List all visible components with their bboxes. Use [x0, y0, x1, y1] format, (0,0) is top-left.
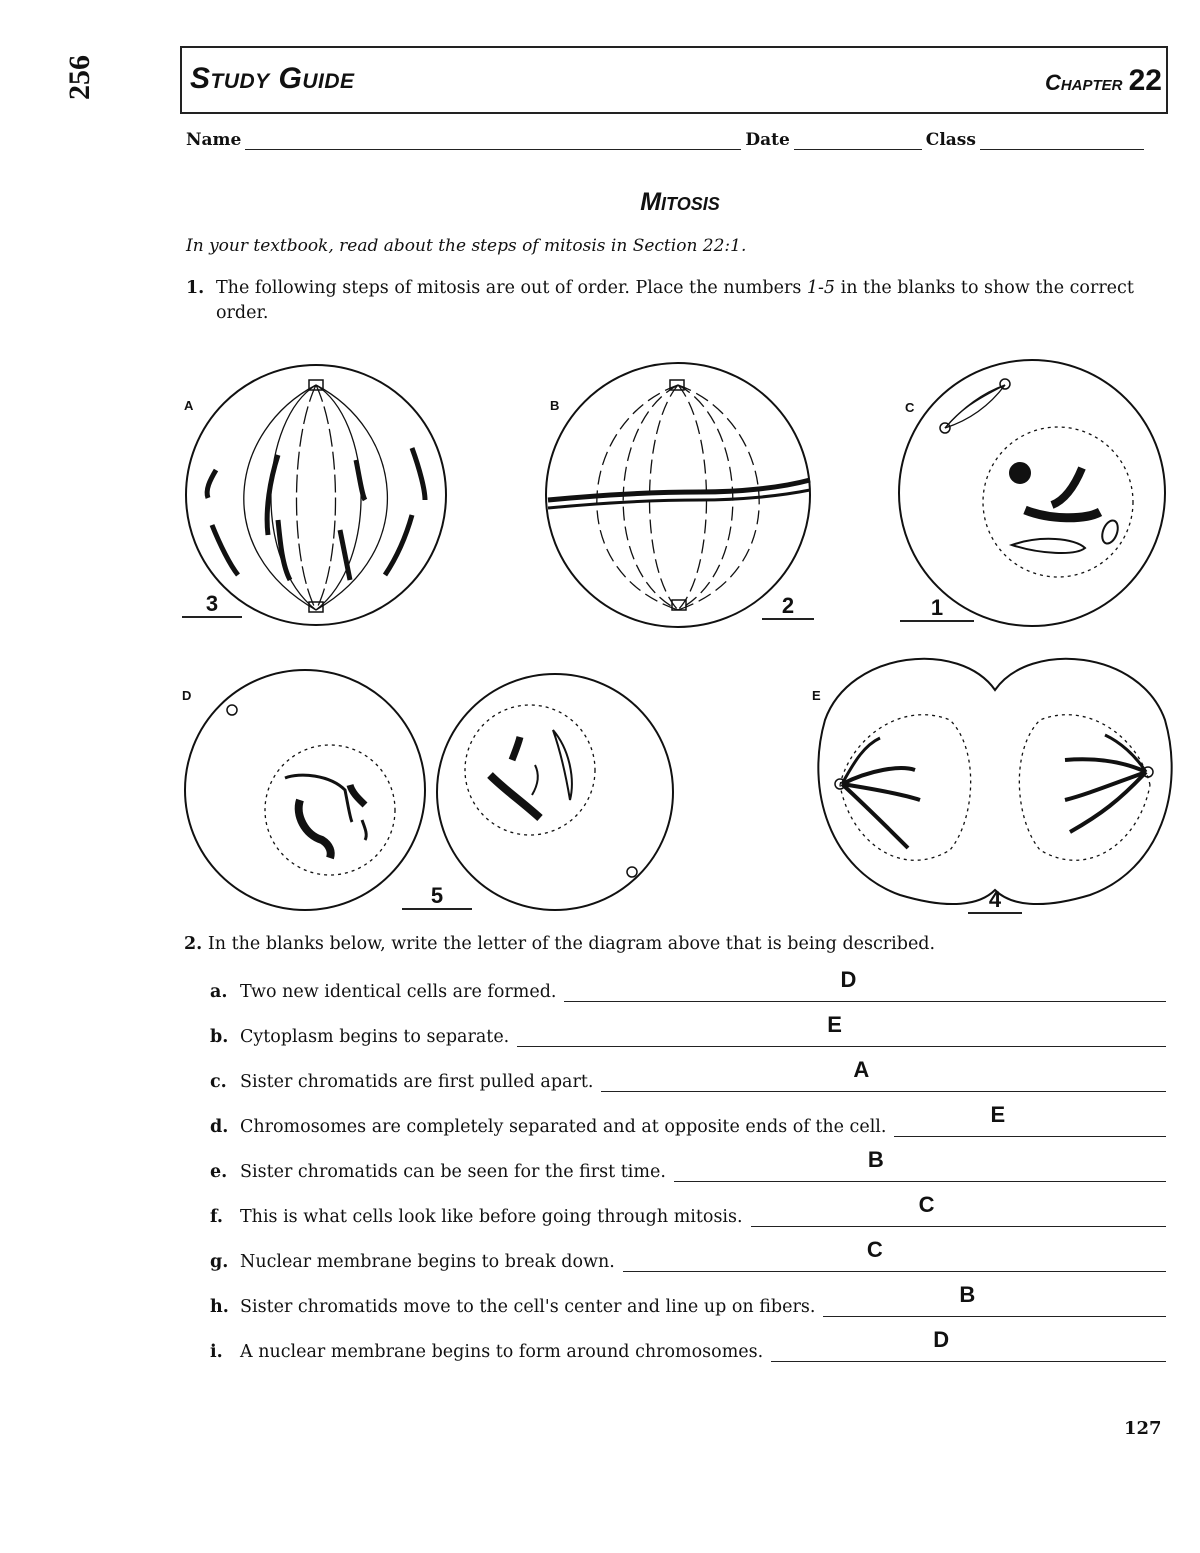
answer-blank[interactable] [564, 967, 1166, 1002]
cell-e-diagram [818, 659, 1171, 904]
item-label: f. [210, 1207, 223, 1227]
class-label: Class [925, 130, 976, 150]
answer-value: E [990, 1102, 1006, 1127]
order-blank-c[interactable]: 1 [900, 594, 974, 622]
item-label: c. [210, 1072, 227, 1092]
cell-c-diagram [899, 360, 1165, 626]
instruction: In your textbook, read about the steps of mitosis in Section 22:1. [186, 236, 747, 256]
answer-item [210, 1327, 1166, 1362]
answer-blank[interactable] [751, 1192, 1166, 1227]
date-label: Date [745, 130, 790, 150]
item-label: d. [210, 1117, 229, 1137]
cell-d-diagram [185, 670, 673, 910]
diagram-letter-b: B [550, 398, 560, 413]
item-text: This is what cells look like before going through mitosis. [240, 1207, 743, 1227]
answer-value: B [867, 1147, 884, 1172]
answer-value: D [933, 1327, 950, 1352]
item-label: i. [210, 1342, 223, 1362]
chapter-number: 22 [1128, 64, 1162, 97]
question-2-number: 2. [184, 934, 203, 954]
item-text: Nuclear membrane begins to break down. [240, 1252, 615, 1272]
answer-item [210, 1147, 1166, 1182]
item-text: A nuclear membrane begins to form around chromosomes. [240, 1342, 764, 1362]
order-blank-d[interactable]: 5 [402, 882, 472, 910]
order-blank-a[interactable]: 3 [182, 590, 242, 618]
answer-value: A [853, 1057, 870, 1082]
item-text: Cytoplasm begins to separate. [240, 1027, 510, 1047]
answer-blank[interactable] [517, 1012, 1166, 1047]
diagram-letter-e: E [812, 688, 821, 703]
diagram-letter-a: A [184, 398, 194, 413]
cell-a-diagram [186, 365, 446, 625]
diagram-letter-d: D [182, 688, 192, 703]
answer-blank[interactable] [674, 1147, 1166, 1182]
answer-value: C [918, 1192, 935, 1217]
item-label: h. [210, 1297, 229, 1317]
order-blank-e[interactable]: 4 [968, 886, 1022, 914]
answer-blank[interactable] [894, 1102, 1166, 1137]
item-text: Sister chromatids are first pulled apart. [240, 1072, 594, 1092]
answer-item [210, 1237, 1166, 1272]
item-text: Sister chromatids move to the cell's center and line up on fibers. [240, 1297, 816, 1317]
item-text: Sister chromatids can be seen for the first time. [240, 1162, 666, 1182]
diagram-letter-c: C [905, 400, 915, 415]
answer-value: D [840, 967, 857, 992]
question-2 [184, 934, 935, 954]
answer-item [210, 1282, 1166, 1317]
item-label: b. [210, 1027, 229, 1047]
question-1-range: 1-5 [806, 278, 836, 298]
question-1-text-after: in the blanks to show the correct order. [216, 278, 1134, 323]
answer-item [210, 967, 1166, 1002]
item-text: Chromosomes are completely separated and at opposite ends of the cell. [240, 1117, 887, 1137]
question-2-text: In the blanks below, write the letter of the diagram above that is being described. [207, 934, 936, 954]
item-label: g. [210, 1252, 229, 1272]
answer-item [210, 1012, 1166, 1047]
name-label: Name [186, 130, 242, 150]
answer-value: E [827, 1012, 842, 1037]
side-page-number: 256 [63, 55, 96, 101]
cell-b-diagram [546, 363, 810, 627]
question-1-number: 1. [186, 278, 205, 298]
item-label: e. [210, 1162, 228, 1182]
answer-blank[interactable] [823, 1282, 1166, 1317]
page-number: 127 [1124, 1418, 1162, 1439]
answer-blank[interactable] [601, 1057, 1166, 1092]
chapter-word: Chapter [1044, 70, 1123, 95]
order-blank-b[interactable]: 2 [762, 592, 814, 620]
question-1-text-before: The following steps of mitosis are out of order. Place the numbers [216, 278, 807, 298]
page-title: Mitosis [640, 188, 720, 216]
answer-item [210, 1192, 1166, 1227]
answer-blank[interactable] [771, 1327, 1166, 1362]
answer-value: B [959, 1282, 976, 1307]
item-text: Two new identical cells are formed. [240, 982, 557, 1002]
study-guide-label: Study Guide [190, 62, 355, 95]
answer-item [210, 1057, 1166, 1092]
item-label: a. [210, 982, 228, 1002]
answer-value: C [866, 1237, 883, 1262]
answer-blank[interactable] [623, 1237, 1166, 1272]
answer-item [210, 1102, 1166, 1137]
